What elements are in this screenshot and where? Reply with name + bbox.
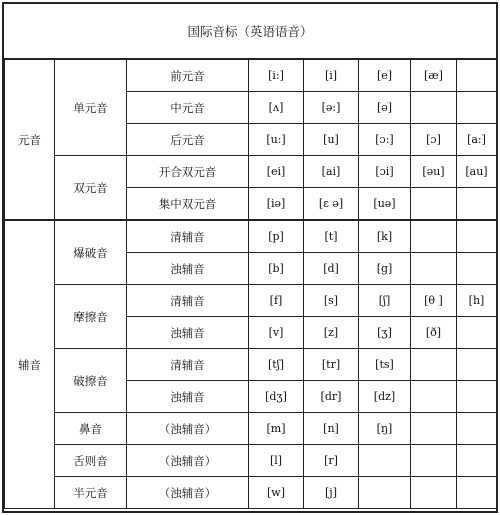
symbol-cell (457, 317, 497, 349)
table-row (5, 413, 497, 445)
symbol-cell: [m] (249, 413, 304, 445)
symbol-cell: [l] (249, 445, 304, 477)
symbol-cell (411, 188, 457, 221)
row-label: 开合双元音 (127, 156, 249, 188)
symbol-cell (411, 381, 457, 413)
symbol-cell: [ɔ] (411, 124, 457, 156)
symbol-cell (359, 477, 411, 509)
symbol-cell (457, 445, 497, 477)
symbol-cell: [i:] (249, 59, 304, 92)
symbol-cell: [t] (304, 220, 359, 253)
symbol-cell: [z] (304, 317, 359, 349)
symbol-cell (457, 59, 497, 92)
ipa-chart (2, 2, 498, 513)
symbol-cell (411, 253, 457, 285)
category-consonants: 辅音 (5, 220, 55, 509)
symbol-cell: [tr] (304, 349, 359, 381)
symbol-cell: [ʒ] (359, 317, 411, 349)
symbol-cell (411, 220, 457, 253)
row-label: 清辅音 (127, 220, 249, 253)
symbol-cell (457, 477, 497, 509)
symbol-cell: [f] (249, 285, 304, 317)
chart-title: 国际音标（英语语音） (187, 24, 313, 39)
symbol-cell: [ŋ] (359, 413, 411, 445)
row-label: （浊辅音） (127, 477, 249, 509)
table-row (5, 349, 497, 381)
symbol-cell: [ʌ] (249, 92, 304, 124)
symbol-cell: [r] (304, 445, 359, 477)
symbol-cell: [ɔi] (359, 156, 411, 188)
symbol-cell: [ʃ] (359, 285, 411, 317)
symbol-cell (457, 220, 497, 253)
table-row (5, 220, 497, 253)
symbol-cell: [i] (304, 59, 359, 92)
symbol-cell: [a:] (457, 124, 497, 156)
symbol-cell: [tʃ] (249, 349, 304, 381)
group-plosives: 爆破音 (55, 220, 127, 285)
symbol-cell (457, 413, 497, 445)
table-row (5, 285, 497, 317)
symbol-cell: [k] (359, 220, 411, 253)
symbol-cell: [ai] (304, 156, 359, 188)
group-laterals: 舌则音 (55, 445, 127, 477)
row-label: 清辅音 (127, 285, 249, 317)
symbol-cell: [əu] (411, 156, 457, 188)
symbol-cell: [iə] (249, 188, 304, 221)
group-affricates: 破擦音 (55, 349, 127, 413)
row-label: 中元音 (127, 92, 249, 124)
table-row (5, 156, 497, 188)
symbol-cell: [n] (304, 413, 359, 445)
symbol-cell: [ei] (249, 156, 304, 188)
symbol-cell: [w] (249, 477, 304, 509)
symbol-cell: [ə] (359, 92, 411, 124)
group-diphthongs: 双元音 (55, 156, 127, 221)
symbol-cell: [ɔ:] (359, 124, 411, 156)
symbol-cell (411, 413, 457, 445)
symbol-cell: [b] (249, 253, 304, 285)
symbol-cell: [h] (457, 285, 497, 317)
symbol-cell: [u] (304, 124, 359, 156)
group-semivowels: 半元音 (55, 477, 127, 509)
symbol-cell: [s] (304, 285, 359, 317)
symbol-cell: [dʒ] (249, 381, 304, 413)
symbol-cell: [au] (457, 156, 497, 188)
symbol-cell: [e] (359, 59, 411, 92)
symbol-cell: [g] (359, 253, 411, 285)
symbol-cell (411, 92, 457, 124)
symbol-cell (457, 253, 497, 285)
row-label: 集中双元音 (127, 188, 249, 221)
symbol-cell: [d] (304, 253, 359, 285)
row-label: 浊辅音 (127, 253, 249, 285)
group-monophthongs: 单元音 (55, 59, 127, 156)
table-row (5, 445, 497, 477)
row-label: （浊辅音） (127, 413, 249, 445)
symbol-cell: [θ ] (411, 285, 457, 317)
symbol-cell: [ð] (411, 317, 457, 349)
symbol-cell: [ə:] (304, 92, 359, 124)
table-row (5, 59, 497, 92)
symbol-cell: [ts] (359, 349, 411, 381)
symbol-cell (457, 349, 497, 381)
symbol-cell: [v] (249, 317, 304, 349)
ipa-table (4, 58, 497, 509)
symbol-cell (457, 188, 497, 221)
group-fricatives: 摩擦音 (55, 285, 127, 349)
category-vowels: 元音 (5, 59, 55, 220)
symbol-cell (411, 349, 457, 381)
table-row (5, 477, 497, 509)
symbol-cell (359, 445, 411, 477)
symbol-cell: [uə] (359, 188, 411, 221)
symbol-cell: [æ] (411, 59, 457, 92)
row-label: 前元音 (127, 59, 249, 92)
symbol-cell (457, 381, 497, 413)
row-label: 后元音 (127, 124, 249, 156)
symbol-cell: [u:] (249, 124, 304, 156)
symbol-cell (457, 92, 497, 124)
row-label: （浊辅音） (127, 445, 249, 477)
row-label: 浊辅音 (127, 317, 249, 349)
symbol-cell (411, 445, 457, 477)
symbol-cell: [dr] (304, 381, 359, 413)
group-nasals: 鼻音 (55, 413, 127, 445)
symbol-cell (411, 477, 457, 509)
symbol-cell: [ɛ ə] (304, 188, 359, 221)
symbol-cell: [p] (249, 220, 304, 253)
symbol-cell: [j] (304, 477, 359, 509)
row-label: 浊辅音 (127, 381, 249, 413)
row-label: 清辅音 (127, 349, 249, 381)
symbol-cell: [dz] (359, 381, 411, 413)
